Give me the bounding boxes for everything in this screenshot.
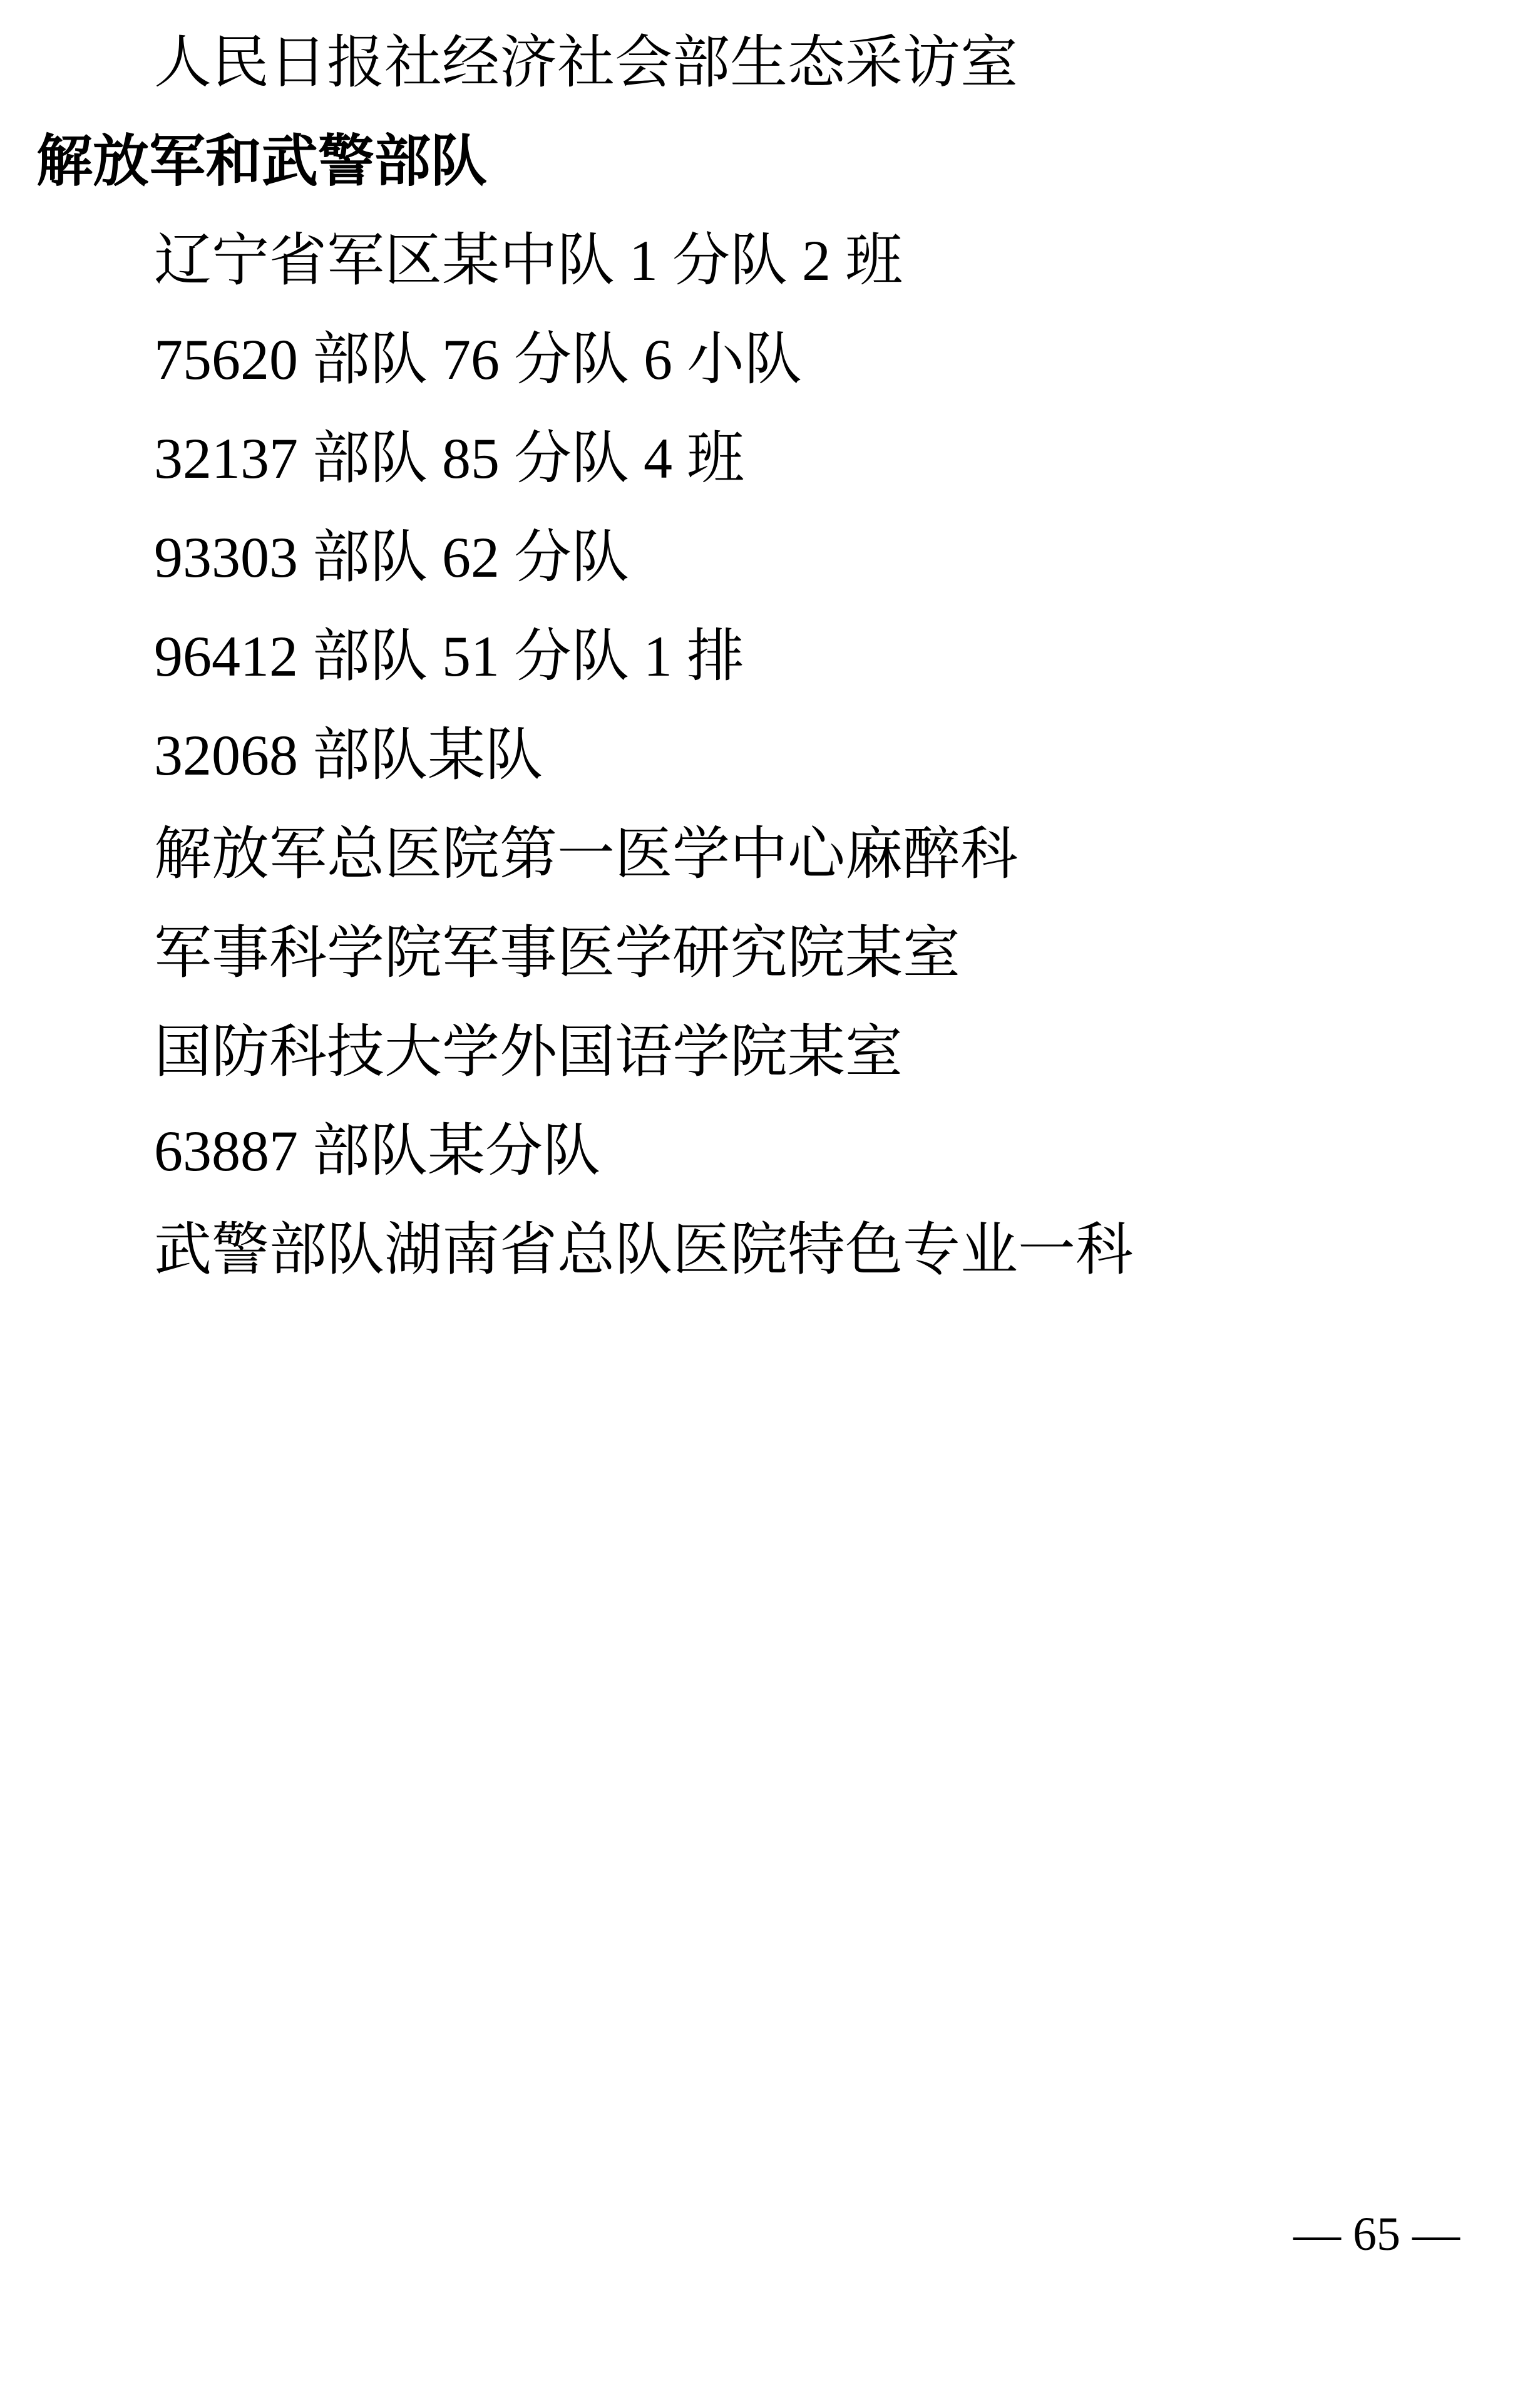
- org-list: [0, 13, 1540, 1299]
- org-entry: 96412 部队 51 分队 1 排: [154, 624, 744, 688]
- org-entry: 辽宁省军区某中队 1 分队 2 班: [154, 229, 903, 292]
- page-number: — 65 —: [1293, 2208, 1460, 2261]
- org-entry: 63887 部队某分队: [154, 1119, 601, 1183]
- org-entry: 32137 部队 85 分队 4 班: [154, 426, 744, 490]
- section-heading: 解放军和武警部队: [36, 130, 487, 193]
- org-entry: 解放军总医院第一医学中心麻醉科: [154, 822, 1019, 886]
- org-entry: 人民日报社经济社会部生态采访室: [154, 31, 1019, 95]
- org-entry: 32068 部队某队: [154, 723, 543, 787]
- org-entry: 国防科技大学外国语学院某室: [154, 1020, 903, 1084]
- org-entry: 军事科学院军事医学研究院某室: [154, 921, 961, 985]
- org-entry: 武警部队湖南省总队医院特色专业一科: [154, 1218, 1134, 1282]
- org-entry: 75620 部队 76 分队 6 小队: [154, 327, 802, 391]
- org-entry: 93303 部队 62 分队: [154, 525, 629, 589]
